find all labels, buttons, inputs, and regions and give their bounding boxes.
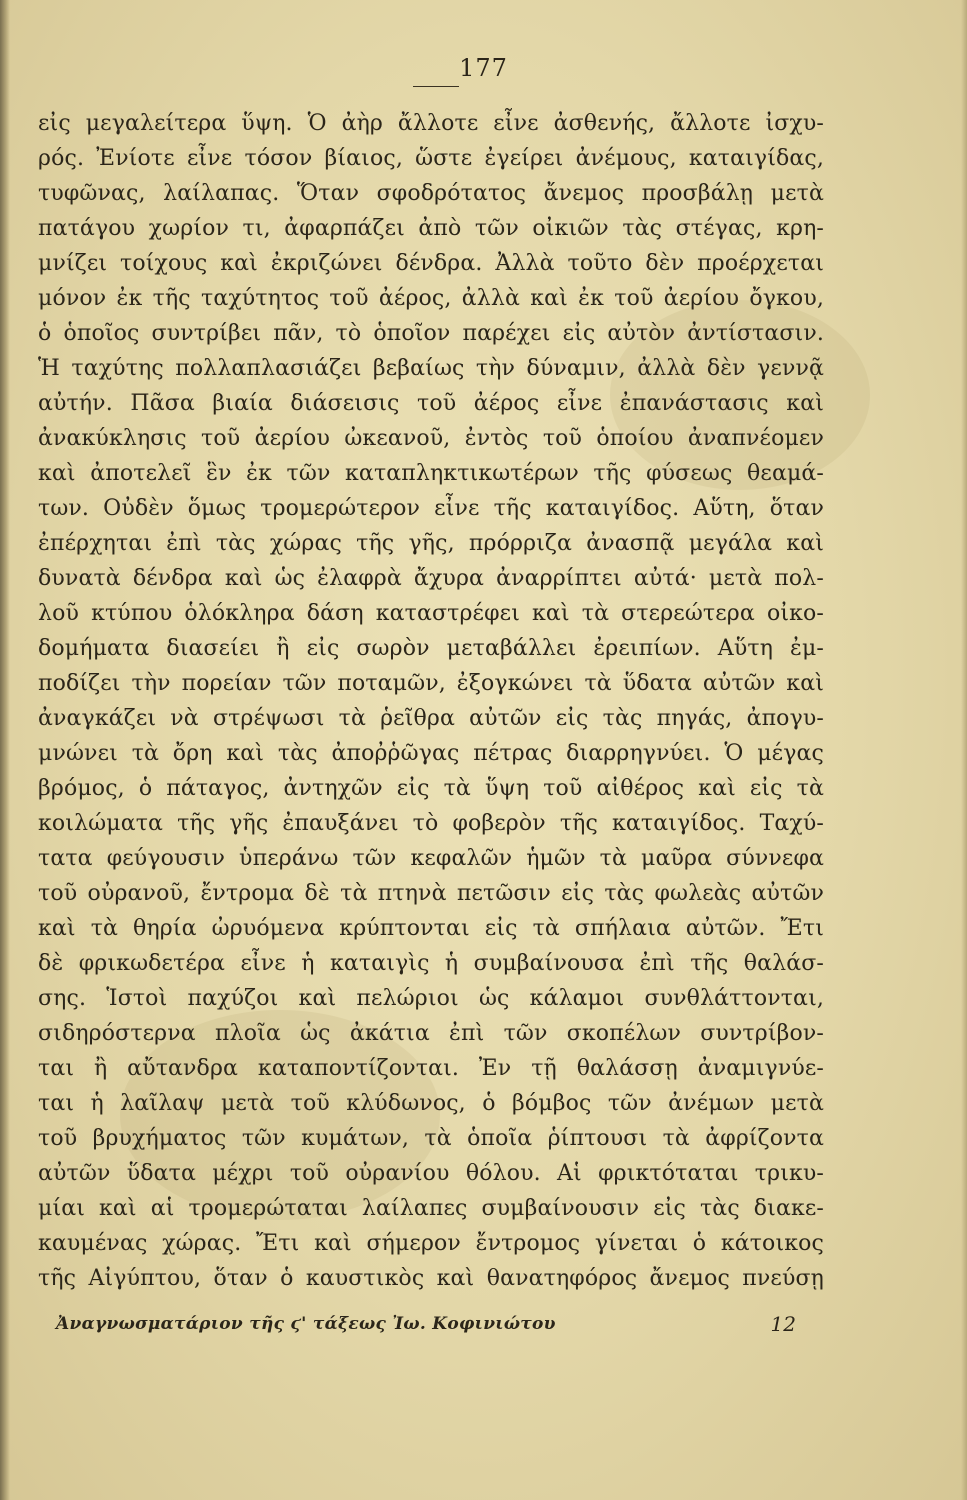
body-text	[38, 106, 824, 1296]
text-line: ρός. Ἐνίοτε εἶνε τόσον βίαιος, ὥστε ἐγείρει ἀνέμους, καταιγίδας,	[38, 146, 824, 171]
page-binding-edge	[0, 0, 10, 1500]
text-line: ἀναγκάζει νὰ στρέψωσι τὰ ῥεῖθρα αὐτῶν εἰς τὰς πηγάς, ἀπογυ-	[38, 706, 824, 731]
text-line: σιδηρόστερνα πλοῖα ὡς ἀκάτια ἐπὶ τῶν σκοπέλων συντρίβον-	[38, 1021, 824, 1046]
text-line: βρόμος, ὁ πάταγος, ἀντηχῶν εἰς τὰ ὕψη τοῦ αἰθέρος καὶ εἰς τὰ	[38, 776, 824, 801]
text-line: δὲ φρικωδετέρα εἶνε ἡ καταιγὶς ἡ συμβαίνουσα ἐπὶ τῆς θαλάσ-	[38, 951, 824, 976]
page-number: 177	[459, 54, 508, 82]
footer-book-title: Ἀναγνωσματάριον τῆς ϛ' τάξεως Ἰω. Κοφινιώτου	[56, 1314, 556, 1334]
text-line: αὐτήν. Πᾶσα βιαία διάσεισις τοῦ ἀέρος εἶνε ἐπανάστασις καὶ	[38, 391, 824, 416]
page-footer	[56, 1314, 796, 1344]
text-line: ἀνακύκλησις τοῦ ἀερίου ὠκεανοῦ, ἐντὸς τοῦ ὁποίου ἀναπνέομεν	[38, 426, 824, 451]
page-right-edge	[961, 0, 967, 1500]
text-line: μνίζει τοίχους καὶ ἐκριζώνει δένδρα. Ἀλλὰ τοῦτο δὲν προέρχεται	[38, 251, 824, 276]
text-line: λοῦ κτύπου ὁλόκληρα δάση καταστρέφει καὶ τὰ στερεώτερα οἰκο-	[38, 601, 824, 626]
text-line: ἐπέρχηται ἐπὶ τὰς χώρας τῆς γῆς, πρόρριζα ἀνασπᾷ μεγάλα καὶ	[38, 531, 824, 556]
text-line: τοῦ οὐρανοῦ, ἔντρομα δὲ τὰ πτηνὰ πετῶσιν εἰς τὰς φωλεὰς αὐτῶν	[38, 881, 824, 906]
text-line: ποδίζει τὴν πορείαν τῶν ποταμῶν, ἐξογκώνει τὰ ὕδατα αὐτῶν καὶ	[38, 671, 824, 696]
text-line: ται ἢ αὔτανδρα καταποντίζονται. Ἐν τῇ θαλάσσῃ ἀναμιγνύε-	[38, 1056, 824, 1081]
text-line: μόνον ἐκ τῆς ταχύτητος τοῦ ἀέρος, ἀλλὰ καὶ ἐκ τοῦ ἀερίου ὄγκου,	[38, 286, 824, 311]
text-line: δυνατὰ δένδρα καὶ ὡς ἐλαφρὰ ἄχυρα ἀναρρίπτει αὐτά· μετὰ πολ-	[38, 566, 824, 591]
text-line: μίαι καὶ αἱ τρομερώταται λαίλαπες συμβαίνουσιν εἰς τὰς διακε-	[38, 1196, 824, 1221]
text-line: τοῦ βρυχήματος τῶν κυμάτων, τὰ ὁποῖα ῥίπτουσι τὰ ἀφρίζοντα	[38, 1126, 824, 1151]
text-line: δομήματα διασείει ἢ εἰς σωρὸν μεταβάλλει ἐρειπίων. Αὕτη ἐμ-	[38, 636, 824, 661]
signature-mark: 12	[770, 1312, 796, 1336]
text-line: αὐτῶν ὕδατα μέχρι τοῦ οὐρανίου θόλου. Αἱ φρικτόταται τρικυ-	[38, 1161, 824, 1186]
text-line: τατα φεύγουσιν ὑπεράνω τῶν κεφαλῶν ἡμῶν τὰ μαῦρα σύννεφα	[38, 846, 824, 871]
text-line: κοιλώματα τῆς γῆς ἐπαυξάνει τὸ φοβερὸν τῆς καταιγίδος. Ταχύ-	[38, 811, 824, 836]
text-line: ὁ ὁποῖος συντρίβει πᾶν, τὸ ὁποῖον παρέχει εἰς αὐτὸν ἀντίστασιν.	[38, 321, 824, 346]
text-line: καυμένας χώρας. Ἔτι καὶ σήμερον ἔντρομος γίνεται ὁ κάτοικος	[38, 1231, 824, 1256]
text-line: ται ἡ λαῖλαψ μετὰ τοῦ κλύδωνος, ὁ βόμβος τῶν ἀνέμων μετὰ	[38, 1091, 824, 1116]
page-number-underline	[413, 86, 459, 87]
text-line: μνώνει τὰ ὄρη καὶ τὰς ἀποῤῥῶγας πέτρας διαρρηγνύει. Ὁ μέγας	[38, 741, 824, 766]
text-line: καὶ τὰ θηρία ὠρυόμενα κρύπτονται εἰς τὰ σπήλαια αὐτῶν. Ἔτι	[38, 916, 824, 941]
text-line: σης. Ἱστοὶ παχύζοι καὶ πελώριοι ὡς κάλαμοι συνθλάττονται,	[38, 986, 824, 1011]
text-line: πατάγου χωρίον τι, ἀφαρπάζει ἀπὸ τῶν οἰκιῶν τὰς στέγας, κρη-	[38, 216, 824, 241]
text-line: τῆς Αἰγύπτου, ὅταν ὁ καυστικὸς καὶ θανατηφόρος ἄνεμος πνεύσῃ	[38, 1266, 824, 1291]
text-line: των. Οὐδὲν ὅμως τρομερώτερον εἶνε τῆς καταιγίδος. Αὕτη, ὅταν	[38, 496, 824, 521]
text-line: τυφῶνας, λαίλαπας. Ὅταν σφοδρότατος ἄνεμος προσβάλῃ μετὰ	[38, 181, 824, 206]
text-line: Ἡ ταχύτης πολλαπλασιάζει βεβαίως τὴν δύναμιν, ἀλλὰ δὲν γεννᾷ	[38, 356, 824, 381]
text-line: εἰς μεγαλείτερα ὕψη. Ὁ ἀὴρ ἄλλοτε εἶνε ἀσθενής, ἄλλοτε ἰσχυ-	[38, 111, 824, 136]
text-line: καὶ ἀποτελεῖ ἓν ἐκ τῶν καταπληκτικωτέρων τῆς φύσεως θεαμά-	[38, 461, 824, 486]
